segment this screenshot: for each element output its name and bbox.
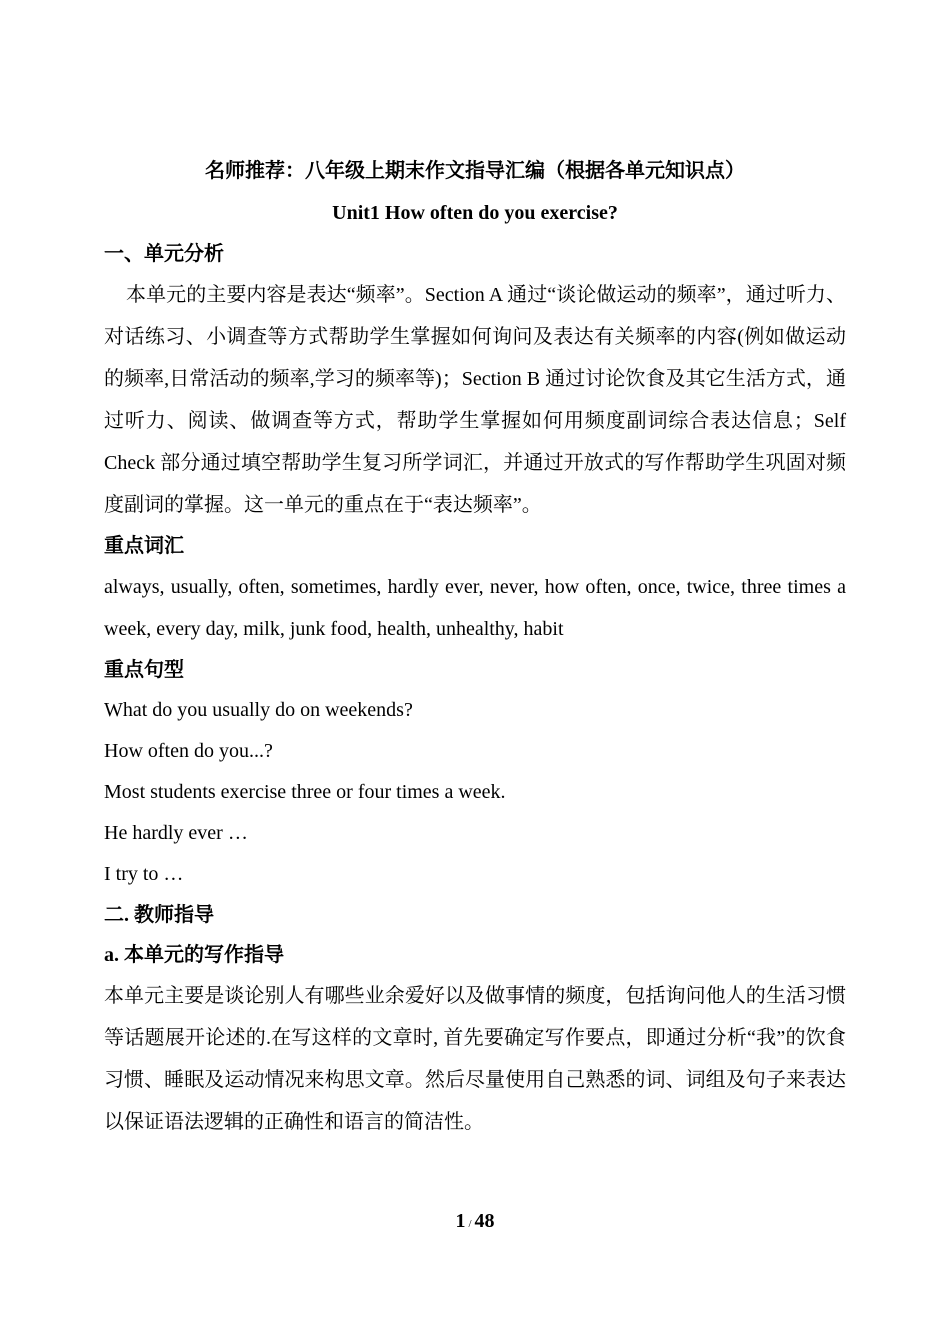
sentence-heading: 重点句型 [104, 659, 184, 681]
current-page-number: 1 [455, 1210, 466, 1232]
section2-heading: 二. 教师指导 [104, 904, 214, 926]
vocab-text: always, usually, often, sometimes, hardly ever, never, how often, once, twice, three times a week, every day, milk, junk food, health, unhealthy, habit [104, 576, 846, 640]
page-number [0, 1207, 950, 1238]
sentence-item: What do you usually do on weekends? [104, 699, 413, 721]
vocab-heading: 重点词汇 [104, 535, 184, 557]
sentence-item: Most students exercise three or four times a week. [104, 781, 506, 803]
document-title: 名师推荐：八年级上期末作文指导汇编（根据各单元知识点） [205, 160, 745, 182]
document-page [104, 150, 846, 1143]
subsection-a-heading: a. 本单元的写作指导 [104, 944, 284, 966]
section1-paragraph: 本单元的主要内容是表达“频率”。Section A 通过“谈论做运动的频率”，通过听力、对话练习、小调查等方式帮助学生掌握如何询问及表达有关频率的内容(例如做运动的频率,日常活动的频率,学习的频率等)；Section B 通过讨论饮食及其它生活方式，通过听力、阅读、做调查等方式，帮助学生掌握如何用频度副词综合表达信息；Self Check 部分通过填空帮助学生复习所学词汇，并通过开放式的写作帮助学生巩固对频度副词的掌握。这一单元的重点在于“表达频率”。 [104, 284, 846, 516]
section1-heading: 一、单元分析 [104, 243, 224, 265]
sentence-item: I try to … [104, 863, 184, 885]
subsection-a-paragraph: 本单元主要是谈论别人有哪些业余爱好以及做事情的频度，包括询问他人的生活习惯等话题展开论述的.在写这样的文章时, 首先要确定写作要点，即通过分析“我”的饮食习惯、睡眠及运动情况来构思文章。然后尽量使用自己熟悉的词、词组及句子来表达以保证语法逻辑的正确性和语言的简洁性。 [104, 985, 846, 1133]
sentence-item: He hardly ever … [104, 822, 248, 844]
page-separator: / [468, 1218, 472, 1230]
unit-title: Unit1 How often do you exercise? [332, 202, 618, 224]
total-pages: 48 [474, 1210, 495, 1232]
sentence-item: How often do you...? [104, 740, 273, 762]
